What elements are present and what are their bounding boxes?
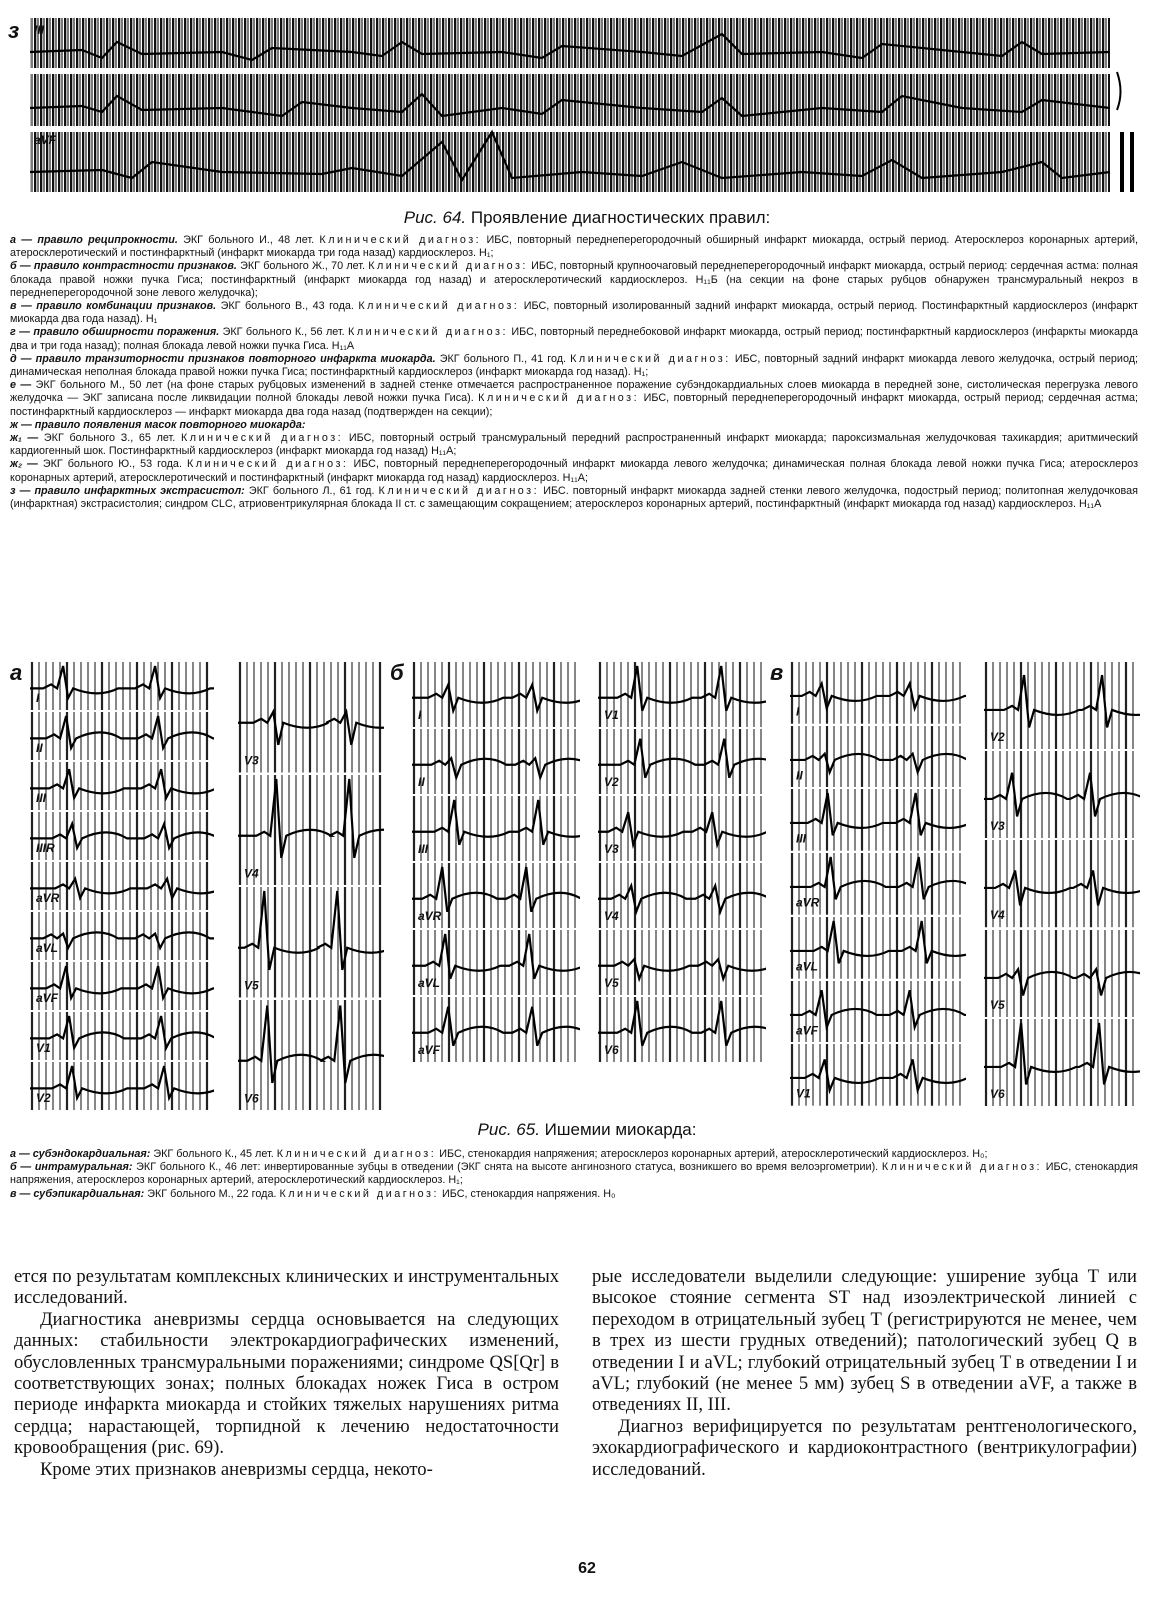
fig64-legend-item <box>10 326 1138 352</box>
fig64-legend-label: а — правило реципрокности. <box>10 234 178 246</box>
panel-b-right-strip-0 <box>598 662 766 727</box>
lead-label: aVR <box>796 895 820 910</box>
panel-a-left-strip-3 <box>30 812 214 860</box>
lead-label: II <box>418 775 425 789</box>
body-right-p1: рые исследователи выделили следующие: уширение зубца T или высокое стояние сегмента ST над изоэлектрической линией с переходом в отрицательный зубец T (регистрируются не менее, чем в трех из шести грудных отведений); патологический зубец Q в отведении I и aVL; глубокий отрицательный зубец T в отведении I и aVL; глубокий (не менее 5 мм) зубец S в отведении aVF, а также в отведениях II, III. <box>592 1266 1137 1416</box>
fig65-legend-item <box>10 1188 1138 1201</box>
fig65-legend-text: ЭКГ больного М., 22 года. <box>147 1187 277 1200</box>
fig64-legend-item <box>10 234 1138 260</box>
lead-label: aVF <box>418 1043 441 1057</box>
lead-label: aVL <box>796 959 818 974</box>
lead-label: V3 <box>604 842 619 856</box>
lead-label: III <box>36 791 47 805</box>
panel-a-right-strip-2 <box>238 887 384 998</box>
fig64-caption-title <box>0 208 1174 228</box>
lead-label: V4 <box>604 909 619 923</box>
fig64-legend-text: ЭКГ больного И., 48 лет. <box>183 234 315 246</box>
lead-label: II <box>36 741 43 755</box>
panel-c-right-strip-4 <box>984 1019 1140 1106</box>
lead-label: I <box>796 704 800 719</box>
body-left-p3: Кроме этих признаков аневризмы сердца, некото- <box>40 1458 433 1480</box>
fig64-legend-text: ЭКГ больного З., 65 лет. <box>43 432 176 445</box>
lead-label: V5 <box>244 978 259 993</box>
panel-a-right-strip-1 <box>238 775 384 886</box>
fig65-title: Ишемии миокарда: <box>544 1120 697 1139</box>
fig64-legend-item <box>10 300 1138 326</box>
fig64-legend-item <box>10 458 1138 484</box>
panel-a-right-strip-0 <box>238 662 384 773</box>
lead-label: V5 <box>990 997 1005 1012</box>
panel-a-right-strip-3 <box>238 1000 384 1111</box>
fig64-legend-dx: Клинический диагноз: <box>378 484 540 497</box>
fig64-legend-item <box>10 419 1138 432</box>
lead-label: aVL <box>418 976 441 990</box>
lead-label: aVF <box>36 991 59 1005</box>
panel-b-right-strip-5 <box>598 997 766 1062</box>
fig64-legend-label: ж₂ — <box>10 458 38 471</box>
fig64-number: Рис. 64. <box>403 208 467 227</box>
lead-label: V1 <box>796 1086 811 1101</box>
fig64-legend-text: ЭКГ больного В., 43 года. <box>220 300 354 313</box>
fig65-number: Рис. 65. <box>477 1120 540 1139</box>
fig65-caption-title <box>0 1120 1174 1140</box>
lead-label: aVR <box>418 909 442 923</box>
fig64-title: Проявление диагностических правил: <box>470 208 771 227</box>
fig65-legend-rest: ИБС, стенокардия напряжения, атеросклероз коронарных артерий, атеросклеротический кардиосклероз. H₁; <box>10 1161 1138 1187</box>
panel-letter-z: з <box>8 18 20 43</box>
lead-label: I <box>418 708 422 722</box>
fig65-legend-label: б — интрамуральная: <box>10 1161 133 1174</box>
lead-label: V2 <box>36 1091 51 1105</box>
panel-b-right-strip-3 <box>598 863 766 928</box>
panel-a-left-strip-0 <box>30 662 214 710</box>
lead-label: V1 <box>604 708 619 722</box>
fig64-legend-label: з — правило инфарктных экстрасистол: <box>10 484 245 497</box>
lead-label: aVR <box>36 891 60 905</box>
lead-label: V1 <box>36 1041 51 1055</box>
panel-a-left-strip-8 <box>30 1062 214 1110</box>
fig64-legend-label: г — правило обширности поражения. <box>10 326 220 339</box>
panel-b-left-strip-3 <box>412 863 580 928</box>
panel-b-left-strip-2 <box>412 796 580 861</box>
body-right-column <box>592 1266 1137 1480</box>
lead-label: V4 <box>990 908 1005 923</box>
fig65-legend-item <box>10 1161 1138 1187</box>
fig64-legend-text: ЭКГ больного К., 56 лет. <box>222 326 345 339</box>
panel-b-left-strip-4 <box>412 930 580 995</box>
fig65-legend-label: а — субэндокардиальная: <box>10 1148 151 1160</box>
panel-c-left-strip-5 <box>790 981 966 1043</box>
fig64-legend-rest: ИБС, повторный переднеперегородочный обширный инфаркт миокарда, острый период. Атеросклероз коронарных артерий, атеросклеротический и постинфарктный (инфаркт миокарда три года назад) кардиосклероз. H₁; <box>10 234 1139 260</box>
fig64-legend-rest: ИБС, повторный крупноочаговый переднеперегородочный инфаркт миокарда, острый период: сердечная астма: полная блокада правой ножки пучка Гиса; постинфарктный (инфаркт миокарда год назад) и атеросклеротический кардиосклероз. H₁₁Б (на секции на фоне старых рубцов обнаружен трансмуральный некроз в переднеперегородочной зоне левого желудочка); <box>10 260 1139 299</box>
fig64-legend-text: ЭКГ больного М., 50 лет (на фоне старых рубцовых изменений в задней стенке отмечается распространенное поражение субэндокардиальных слоев миокарда в передней зоне, систолическая перегрузка левого желудочка — ЭКГ записана после ликвидации полной блокады левой ножки пучка Гиса). <box>10 379 1139 405</box>
fig64-legend-item <box>10 353 1138 379</box>
lead-label: aVF <box>796 1023 818 1038</box>
fig65-legend-text: ЭКГ больного К., 45 лет. <box>153 1148 274 1160</box>
fig65-panel-letter: а <box>10 660 23 685</box>
lead-label: V2 <box>990 730 1005 745</box>
panel-c-left-strip-0 <box>790 662 966 724</box>
panel-b-right-strip-2 <box>598 796 766 861</box>
panel-b-left-strip-0 <box>412 662 580 727</box>
panel-a-left-strip-7 <box>30 1012 214 1060</box>
fig64-legend-text: ЭКГ больного Ж., 70 лет. <box>240 260 366 273</box>
lead-label: I <box>36 691 40 705</box>
lead-label: V4 <box>244 866 259 880</box>
lead-label: III <box>796 832 807 847</box>
fig65-legend-label: в — субэпикардиальная: <box>10 1187 145 1200</box>
panel-c-right-strip-1 <box>984 751 1140 838</box>
panel-a-left-strip-5 <box>30 912 214 960</box>
fig64-legend-dx: Клинический диагноз: <box>570 352 731 365</box>
panel-c-right-strip-2 <box>984 840 1140 927</box>
panel-b-left-strip-1 <box>412 729 580 794</box>
panel-b-left-strip-5 <box>412 997 580 1062</box>
fig64-legend <box>10 234 1138 511</box>
fig64-legend-dx: Клинический диагноз: <box>181 432 344 445</box>
fig64-legend-rest: ИБС, повторный переднеперегородочный инфаркт миокарда левого желудочка; динамическая полная блокада левой ножки пучка Гиса; атеросклероз коронарных артерий, атеросклеротический и постинфарктный (инфаркт миокарда год назад) кардиосклероз. H₁₁А; <box>10 458 1139 484</box>
panel-c-right-strip-0 <box>984 662 1140 749</box>
lead-label: aVL <box>36 941 59 955</box>
panel-c-left-strip-1 <box>790 726 966 788</box>
panel-a-left-strip-2 <box>30 762 214 810</box>
body-left-column <box>14 1266 559 1480</box>
fig64-legend-dx: Клинический диагноз: <box>368 260 528 273</box>
lead-label: IIIR <box>36 841 55 855</box>
lead-label: V6 <box>244 1091 259 1105</box>
fig64-legend-dx: Клинический диагноз: <box>358 300 520 313</box>
fig64-legend-rest: ИБС, повторный острый трансмуральный передний распространенный инфаркт миокарда; пароксизмальная желудочковая тахикардия; аритмический кардиогенный шок. Постинфарктный кардиосклероз (инфаркт миокарда год назад) H₁₁А; <box>10 432 1139 458</box>
fig65-legend-dx: Клинический диагноз: <box>881 1161 1043 1174</box>
ecg-strip-fig64-z <box>22 12 1142 198</box>
fig64-legend-rest: ИБС. повторный инфаркт миокарда задней стенки левого желудочка, подострый период; политопная желудочковая (инфарктная) экстрасистолия; синдром CLC, атриовентрикулярная блокада II ст. с замещающим сокращением; атеросклероз коронарных артерий, постинфарктный (инфаркт миокарда год назад) кардиосклероз. H₁₁А <box>10 484 1138 511</box>
fig64-legend-dx: Клинический диагноз: <box>348 326 508 339</box>
body-left-p1: ется по результатам комплексных клинических и инструментальных исследований. <box>14 1266 559 1309</box>
fig64-legend-label: в — правило комбинации признаков. <box>10 300 217 313</box>
fig64-legend-rest: ИБС, повторный задний инфаркт миокарда левого желудочка, острый период; динамическая неполная блокада правой ножки пучка Гиса; постинфарктный кардиосклероз (инфаркт миокарда год назад). H₁; <box>10 352 1139 379</box>
fig64-legend-dx: Клинический диагноз: <box>186 458 349 471</box>
fig64-legend-label: ж — правило появления масок повторного миокарда: <box>10 418 306 431</box>
fig64-legend-label: д — правило транзиторности признаков повторного инфаркта миокарда. <box>10 352 436 365</box>
panel-c-left-strip-3 <box>790 853 966 915</box>
page-number: 62 <box>578 1560 596 1577</box>
body-right-p2: Диагноз верифицируется по результатам рентгенологического, эхокардиографического и кардиоконтрастного (вентрикулографии) исследований. <box>592 1415 1137 1480</box>
panel-a-left-strip-4 <box>30 862 214 910</box>
fig64-legend-item <box>10 260 1138 300</box>
fig64-legend-rest: ИБС, повторный изолированный задний инфаркт миокарда, острый период. Постинфарктный кардиосклероз (инфаркт миокарда два года назад). H₁ <box>10 300 1139 326</box>
lead-label: V6 <box>604 1043 619 1057</box>
fig65-legend-item <box>10 1148 1138 1161</box>
panel-c-left-strip-4 <box>790 917 966 979</box>
lead-label: V3 <box>990 819 1005 834</box>
lead-label: V3 <box>244 753 259 768</box>
panel-a-left-strip-6 <box>30 962 214 1010</box>
fig64-legend-label: б — правило контрастности признаков. <box>10 260 237 273</box>
fig65-panel-letter: в <box>770 660 784 685</box>
panel-c-left-strip-6 <box>790 1044 966 1106</box>
lead-label: III <box>418 842 429 856</box>
panel-c-left-strip-2 <box>790 789 966 851</box>
fig65-panel-letter: б <box>390 660 404 685</box>
panel-b-right-strip-4 <box>598 930 766 995</box>
lead-label: V2 <box>604 775 619 789</box>
fig64-legend-dx: Клинический диагноз: <box>319 234 482 246</box>
panel-b-right-strip-1 <box>598 729 766 794</box>
fig64-legend-dx: Клинический диагноз: <box>478 392 640 405</box>
fig64-legend-text: ЭКГ больного Л., 61 год. <box>248 484 375 497</box>
fig65-legend-dx: Клинический диагноз: <box>276 1148 437 1160</box>
fig64-legend-label: ж₁ — <box>10 432 39 445</box>
lead-label: V6 <box>990 1086 1005 1101</box>
fig65-legend-dx: Клинический диагноз: <box>279 1187 439 1200</box>
panel-a-left-strip-1 <box>30 712 214 760</box>
fig64-legend-rest: ИБС, повторный переднебоковой инфаркт миокарда, острый период; постинфарктный кардиосклероз (инфаркты миокарда два и три года назад); полная блокада левой ножки пучка Гиса. H₁₁А <box>10 326 1139 352</box>
lead-label-iii: III <box>34 23 45 37</box>
fig64-legend-label: е — <box>10 379 32 392</box>
body-left-p2: Диагностика аневризмы сердца основывается на следующих данных: стабильности электрокардиографических изменений, обусловленных трансмуральными поражениями; синдроме QS[Qr] в соответствующих зонах; полных блокадах ножек Гиса в остром периоде инфаркта миокарда и стойких тяжелых нарушениях ритма сердца; нарастающей, торпидной к лечению недостаточности кровообращения (рис. 69). <box>14 1308 559 1459</box>
lead-label: II <box>796 768 803 783</box>
fig64-legend-text: ЭКГ больного П., 41 год. <box>439 352 567 365</box>
lead-label-avf: aVF <box>34 133 57 147</box>
fig64-legend-rest: ИБС, повторный переднеперегородочный инфаркт миокарда, острый период; сердечная астма; постинфарктный кардиосклероз — инфаркт миокарда два года назад (подтвержден на секции); <box>10 392 1139 418</box>
fig64-legend-item <box>10 485 1138 511</box>
fig64-legend-text: ЭКГ больного Ю., 53 года. <box>42 458 182 471</box>
fig65-legend <box>10 1148 1138 1201</box>
panel-c-right-strip-3 <box>984 930 1140 1017</box>
fig64-legend-item <box>10 432 1138 458</box>
lead-label: V5 <box>604 976 619 990</box>
fig65-legend-rest: ИБС, стенокардия напряжения. H₀ <box>441 1187 616 1200</box>
fig64-legend-item <box>10 379 1138 419</box>
fig65-legend-text: ЭКГ больного К., 46 лет: инвертированные зубцы в отведении (ЭКГ снята на высоте ангинозного статуса, возникшего во время велоэргометрии). <box>136 1161 879 1174</box>
fig65-legend-rest: ИБС, стенокардия напряжения; атеросклероз коронарных артерий, атеросклеротический кардиосклероз. H₀; <box>439 1148 988 1160</box>
